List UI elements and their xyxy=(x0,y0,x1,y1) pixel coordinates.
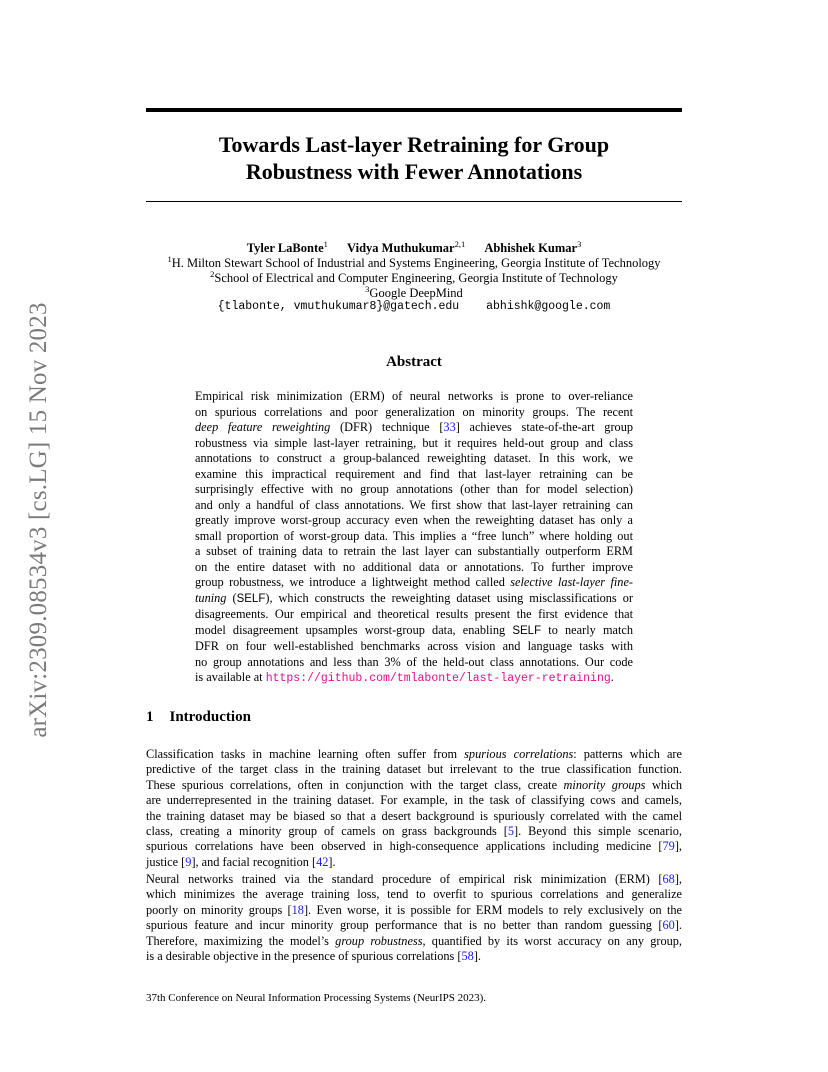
section-title: Introduction xyxy=(169,709,251,725)
abstract-heading: Abstract xyxy=(386,354,442,370)
affiliation: $^2$School of Electrical and Computer Engineering, Georgia Institute of Technology xyxy=(210,269,618,286)
arxiv-identifier-text: arXiv:2309.08534v3 [cs.LG] 15 Nov 2023 xyxy=(25,302,52,738)
conference-footnote: 37th Conference on Neural Information Processing Systems (NeurIPS 2023). xyxy=(146,992,487,1004)
code-repository-link[interactable]: https://github.com/tmlabonte/last-layer-retraining xyxy=(265,672,611,685)
citation-link[interactable]: 68 xyxy=(662,872,675,886)
abstract-body: Empirical risk minimization (ERM) of neural networks is prone to over-reliance on spurious correlations and poor generalization on minority groups. The recent deep feature reweighting (DFR) technique [33] achieves state-of-the-art group robustness via simple last-layer retraining, but it requires held-out group and class annotations to construct a group-balanced reweighting dataset. In this work, we examine this impractical requirement and find that last-layer retraining can be surprisingly effective with no group annotations (other than for model selection) and only a handful of class annotations. We first show that last-layer retraining can greatly improve worst-group accuracy even when the reweighting dataset has only a small proportion of worst-group data. This implies a “free lunch” where holding out a subset of training data to retrain the last layer can substantially outperform ERM on the entire dataset with no additional data or annotations. To further improve group robustness, we introduce a lightweight method called selective last-layer fine- tuning (SELF), which constructs the reweighting dataset using misclassifications or disagreements. Our empirical and theoretical results present the first evidence that model disagreement upsamples worst-group data, enabling SELF to nearly match DFR on four well-established benchmarks across vision and language tasks with no group annotations and less than 3% of the held-out class annotations. Our code is available at https://github.com/tmlabonte/last-layer-retraining. xyxy=(195,389,634,685)
title-bottom-rule xyxy=(146,201,682,202)
citation-link[interactable]: 42 xyxy=(316,854,329,869)
section-number: 1 xyxy=(146,709,154,725)
citation-link[interactable]: 5 xyxy=(507,824,515,839)
intro-paragraph-2: Neural networks trained via the standard procedure of empirical risk minimization (ERM) [68], which minimizes the average training loss, tend to overfit to spurious correlations and generalize poorly on minority groups [18]. Even worse, it is possible for ERM models to rely exclusively on the spurious feature and incur minority group performance that is no better than random guessing [60]. Therefore, maximizing the model’s group robustness, quantified by its worst accuracy on any group, is a desirable objective in the presence of spurious correlations [58]. xyxy=(146,872,682,964)
paper-title-line-1: Towards Last-layer Retraining for Group xyxy=(218,132,610,157)
affiliation: $^3$Google DeepMind xyxy=(365,284,463,301)
author-emails xyxy=(146,300,682,313)
paper-title xyxy=(146,131,682,185)
affiliation: $^1$H. Milton Stewart School of Industrial and Systems Engineering, Georgia Institute of Technology xyxy=(167,254,661,271)
author: Vidya Muthukumar$^{2,1}$ xyxy=(347,239,466,256)
email-google: abhishk@google.com xyxy=(486,300,611,313)
citation-link[interactable]: 79 xyxy=(662,839,675,854)
citation-link[interactable]: 33 xyxy=(443,420,456,434)
citation-link[interactable]: 58 xyxy=(461,949,474,964)
citation-link[interactable]: 9 xyxy=(185,854,192,869)
paper-title-line-2: Robustness with Fewer Annotations xyxy=(245,159,583,184)
title-top-rule xyxy=(146,108,682,112)
intro-paragraph-1: Classification tasks in machine learning often suffer from spurious correlations: patterns which are predictive of the target class in the training dataset but irrelevant to the true classification function. These spurious correlations, often in conjunction with the target class, create minority groups which are underrepresented in the training dataset. For example, in the task of classifying cows and camels, the training dataset may be biased so that a desert background is spuriously correlated with the camel class, creating a minority group of camels on grass backgrounds [5]. Beyond this simple scenario, spurious correlations have been observed in high-consequence applications including medicine [79], justice [9], and facial recognition [42]. xyxy=(146,747,682,869)
author: Abhishek Kumar$^3$ xyxy=(484,239,582,256)
arxiv-identifier xyxy=(22,280,56,760)
email-gatech: {tlabonte, vmuthukumar8}@gatech.edu xyxy=(217,300,460,313)
citation-link[interactable]: 18 xyxy=(291,902,304,917)
citation-link[interactable]: 60 xyxy=(662,918,675,933)
author: Tyler LaBonte$^1$ xyxy=(246,239,328,256)
section-heading xyxy=(146,709,251,726)
